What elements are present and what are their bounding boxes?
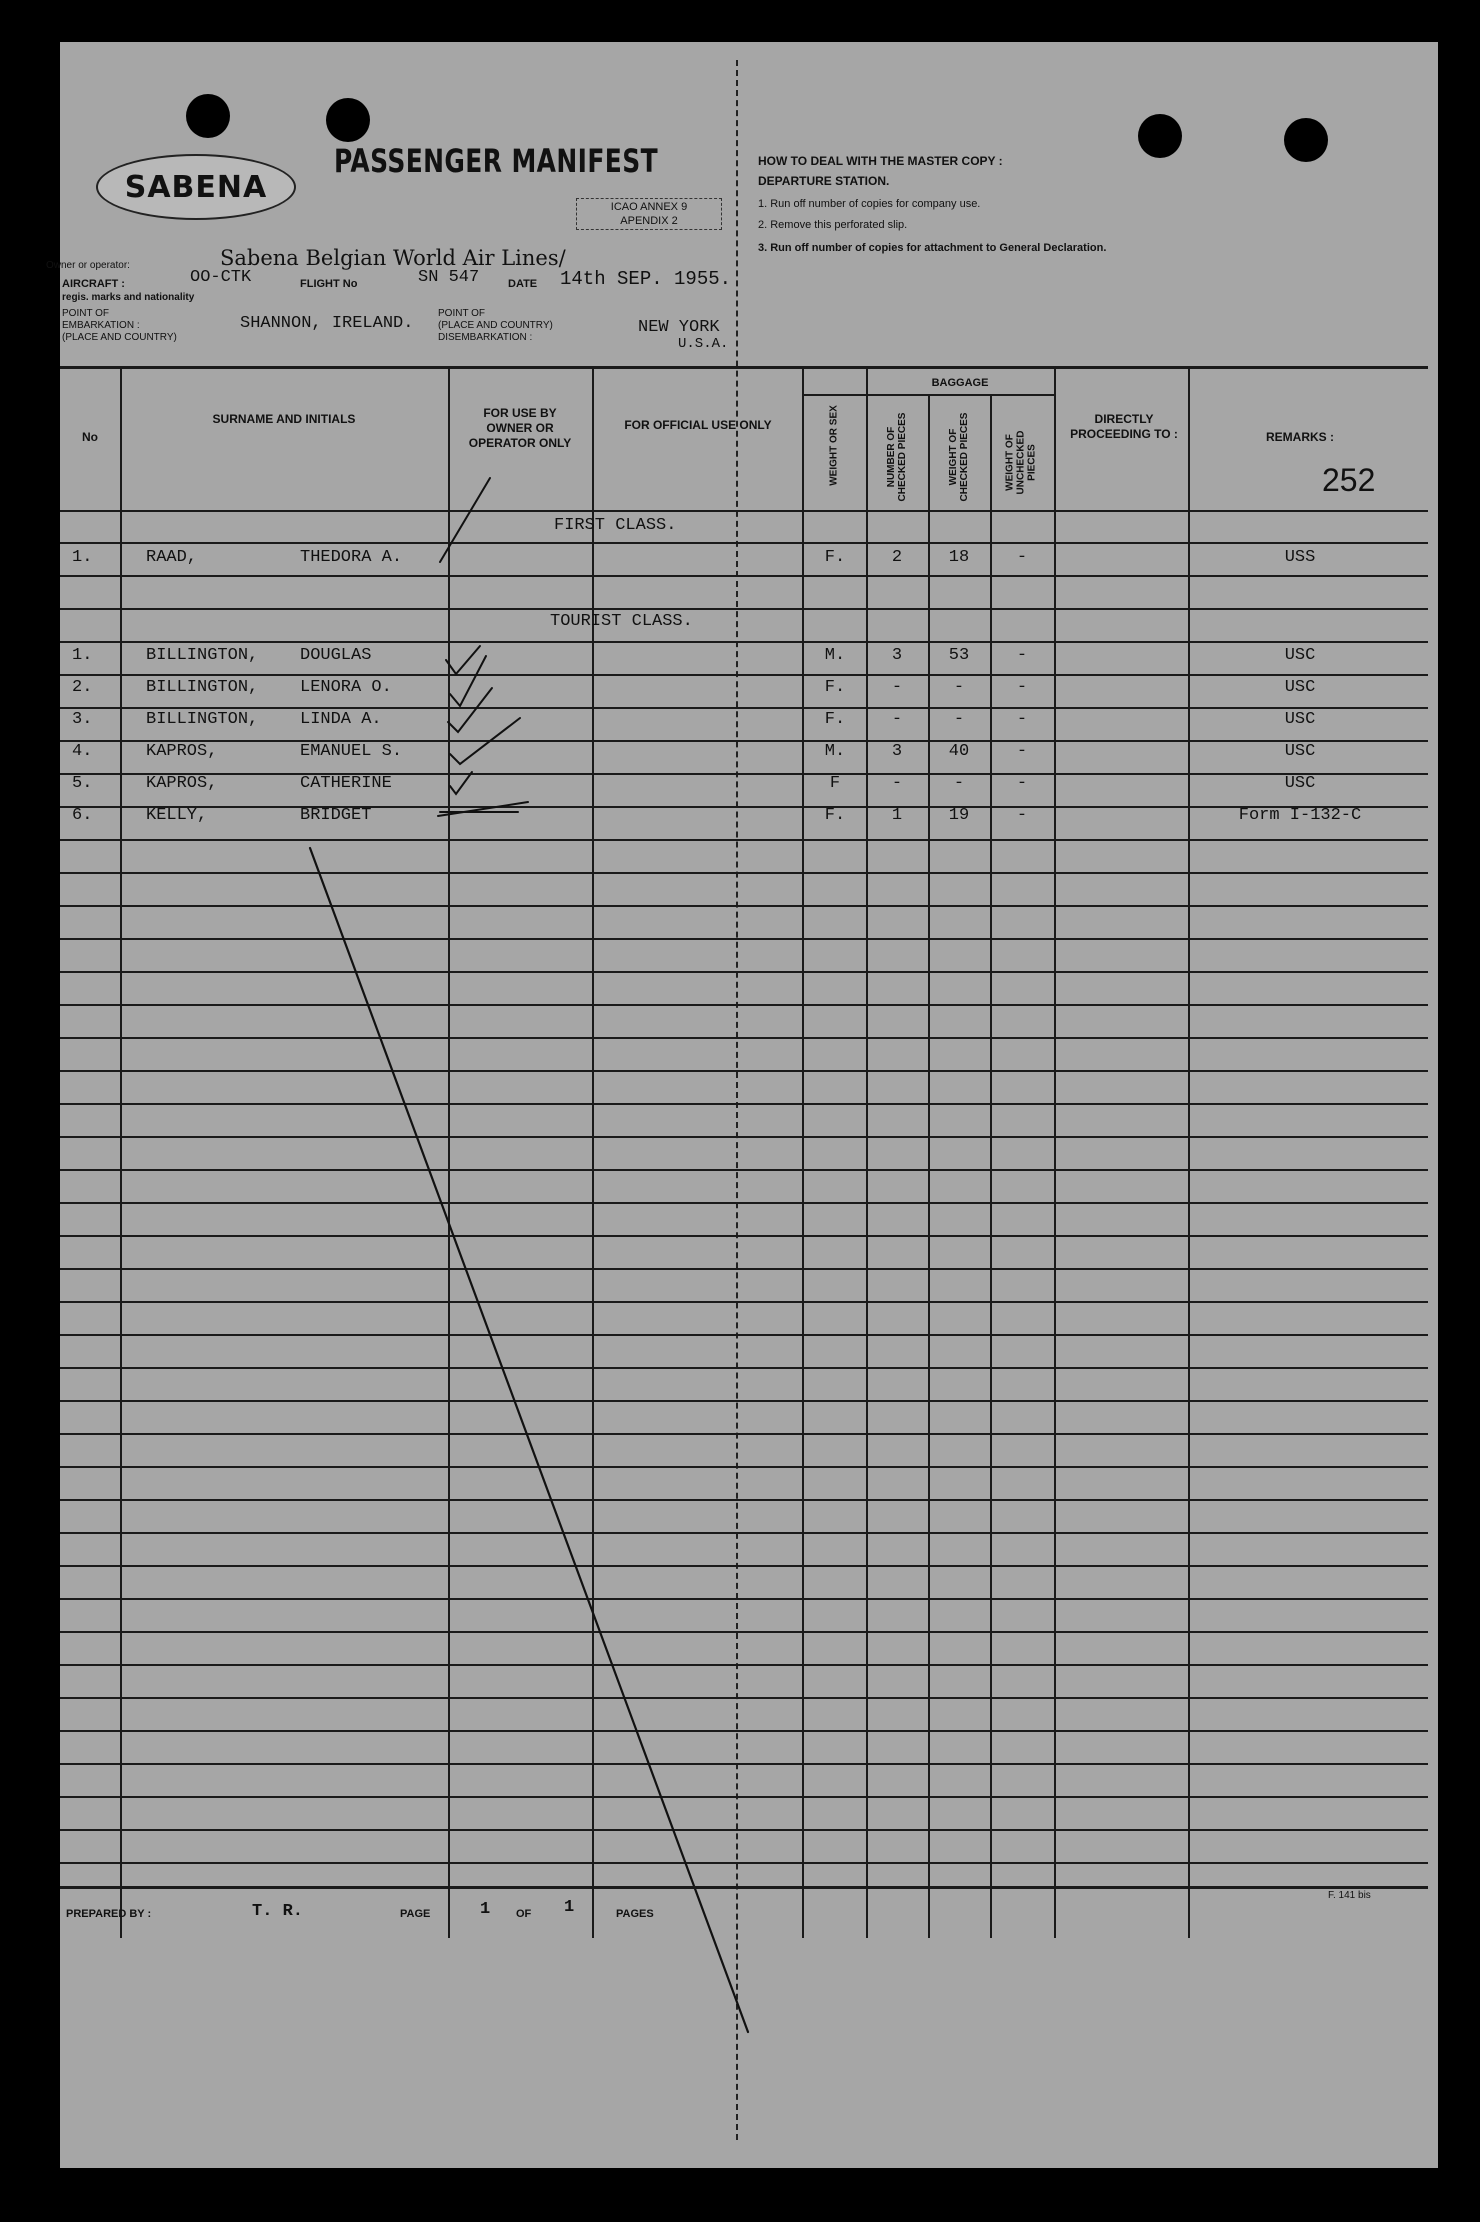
handwritten-marks [60,42,1438,2168]
row-sex: F. [824,548,846,567]
owner-value: Sabena Belgian World Air Lines/ [220,246,566,270]
column-header-checked-weight: WEIGHT OF CHECKED PIECES [948,412,970,502]
page-value: 1 [480,1900,491,1919]
row-initials: BRIDGET [300,806,372,825]
disembark-value: NEW YORK [638,318,720,337]
row-remarks: USC [1284,710,1316,729]
checkmark-stroke [446,646,480,674]
column-header-checked-pieces: NUMBER OF CHECKED PIECES [886,412,908,502]
owner-label: Owner or operator: [46,260,130,271]
row-number: 5. [72,774,93,793]
row-number: 3. [72,710,93,729]
checkmark-stroke [438,802,528,816]
row-checked-pieces: - [891,678,903,697]
checkmark-stroke [440,478,490,562]
column-header-remarks: REMARKS : [1266,430,1334,444]
row-unchecked-weight: - [1016,710,1028,729]
row-checked-pieces: 1 [891,806,903,825]
row-surname: KELLY, [146,806,208,825]
footer-rule [60,1886,1428,1889]
row-sex: M. [824,646,846,665]
row-unchecked-weight: - [1016,646,1028,665]
page-stamp-number: 252 [1322,462,1376,498]
row-sex: F. [824,710,846,729]
row-checked-weight: 18 [948,548,970,567]
date-value: 14th SEP. 1955. [560,268,732,290]
aircraft-label: AIRCRAFT : [62,278,125,290]
row-checked-pieces: 3 [891,742,903,761]
row-sex: M. [824,742,846,761]
row-unchecked-weight: - [1016,806,1028,825]
row-checked-weight: - [953,678,965,697]
row-initials: LINDA A. [300,710,382,729]
embark-label: POINT OF [62,308,110,319]
checkmark-stroke [450,718,520,764]
row-number: 4. [72,742,93,761]
row-unchecked-weight: - [1016,774,1028,793]
page-title: PASSENGER MANIFEST [334,142,658,180]
disembark-label: DISEMBARKATION : [438,332,533,343]
instruction-item: 1. Run off number of copies for company use. [758,198,981,210]
checkmark-stroke [448,688,492,732]
row-number: 1. [72,646,93,665]
instructions-subheading: DEPARTURE STATION. [758,174,890,188]
instruction-item: 2. Remove this perforated slip. [758,219,908,231]
embark-label: (PLACE AND COUNTRY) [62,332,177,343]
disembark-value-country: U.S.A. [678,336,729,352]
aircraft-value: OO-CTK [190,268,252,287]
column-header-sex: WEIGHT OR SEX [828,405,840,486]
row-checked-weight: - [953,774,965,793]
instruction-item: 3. Run off number of copies for attachment to General Declaration. [758,242,1107,254]
row-initials: DOUGLAS [300,646,372,665]
of-label: OF [516,1908,532,1920]
flight-value: SN 547 [418,268,480,287]
regis-label: regis. marks and nationality [62,292,195,303]
manifest-document [46,42,1438,2168]
instructions-heading: HOW TO DEAL WITH THE MASTER COPY : [758,154,1003,168]
row-surname: RAAD, [146,548,198,567]
row-sex: F. [824,678,846,697]
form-code: F. 141 bis [1328,1890,1371,1901]
row-surname: BILLINGTON, [146,646,259,665]
prepared-by-value: T. R. [252,1902,304,1921]
row-unchecked-weight: - [1016,742,1028,761]
row-unchecked-weight: - [1016,678,1028,697]
pages-label: PAGES [616,1908,654,1920]
column-header-unchecked-weight: WEIGHT OF UNCHECKED PIECES [1004,430,1038,495]
page-label: PAGE [400,1908,431,1920]
row-checked-weight: 53 [948,646,970,665]
of-value: 1 [564,1898,575,1917]
icao-annex-line: ICAO ANNEX 9 [610,201,688,213]
icao-appendix-line: APENDIX 2 [620,215,678,227]
row-surname: BILLINGTON, [146,678,259,697]
row-sex: F [829,774,841,793]
row-surname: BILLINGTON, [146,710,259,729]
row-sex: F. [824,806,846,825]
date-label: DATE [508,278,538,290]
column-header-owner-use: FOR USE BY OWNER OR OPERATOR ONLY [468,406,572,450]
row-surname: KAPROS, [146,774,218,793]
diagonal-cancel-line [310,848,748,2032]
first-class-label: FIRST CLASS. [554,516,677,535]
row-checked-pieces: 3 [891,646,903,665]
flight-label: FLIGHT No [300,278,358,290]
row-remarks: USS [1284,548,1316,567]
column-header-baggage: BAGGAGE [931,377,989,389]
row-number: 6. [72,806,93,825]
row-unchecked-weight: - [1016,548,1028,567]
checkmark-stroke [450,656,486,706]
checkmark-stroke [450,772,472,794]
row-checked-weight: - [953,710,965,729]
row-checked-pieces: - [891,710,903,729]
row-initials: CATHERINE [300,774,392,793]
row-remarks: USC [1284,774,1316,793]
row-checked-weight: 40 [948,742,970,761]
row-remarks: USC [1284,678,1316,697]
row-initials: EMANUEL S. [300,742,403,761]
row-remarks: USC [1284,646,1316,665]
row-number: 1. [72,548,93,567]
row-checked-pieces: 2 [891,548,903,567]
tourist-class-label: TOURIST CLASS. [550,612,693,631]
disembark-label: (PLACE AND COUNTRY) [438,320,553,331]
disembark-label: POINT OF [438,308,486,319]
row-checked-pieces: - [891,774,903,793]
column-header-surname: SURNAME AND INITIALS [212,412,356,426]
row-surname: KAPROS, [146,742,218,761]
row-remarks: USC [1284,742,1316,761]
embark-label: EMBARKATION : [62,320,140,331]
column-header-no: No [82,430,98,444]
row-checked-weight: 19 [948,806,970,825]
row-remarks: Form I-132-C [1238,806,1362,825]
row-initials: LENORA O. [300,678,392,697]
prepared-by-label: PREPARED BY : [66,1908,152,1920]
logo-text: SABENA [124,169,268,205]
embark-value: SHANNON, IRELAND. [240,314,414,333]
column-header-proceeding: DIRECTLY PROCEEDING TO : [1070,412,1178,441]
row-initials: THEDORA A. [300,548,403,567]
row-number: 2. [72,678,93,697]
column-header-official-use: FOR OFFICIAL USE ONLY [624,418,772,432]
